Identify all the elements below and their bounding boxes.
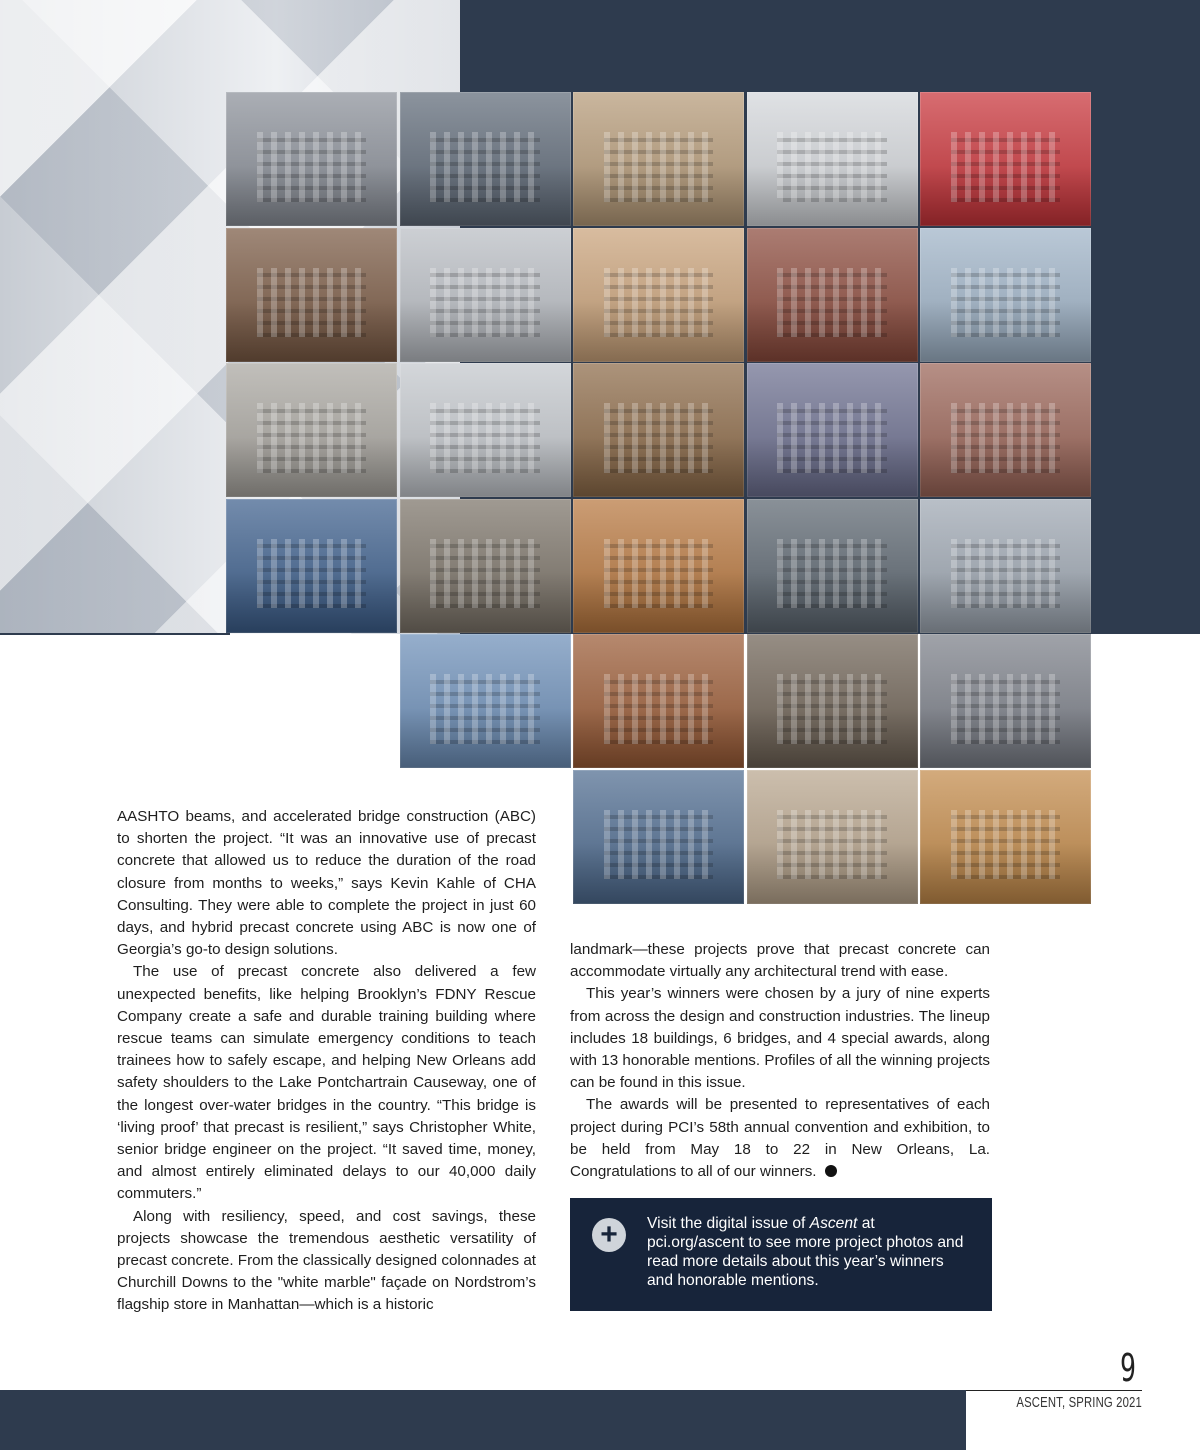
- project-photo: [573, 770, 744, 904]
- plus-circle-icon: +: [592, 1218, 626, 1252]
- article-paragraph-final: [570, 1094, 990, 1183]
- photo-facade-detail: [951, 539, 1060, 609]
- photo-facade-detail: [777, 132, 886, 202]
- issue-label: ASCENT, SPRING 2021: [1016, 1395, 1142, 1411]
- photo-facade-detail: [604, 132, 713, 202]
- article-paragraph: This year’s winners were chosen by a jury of nine experts from across the design and construction industries. The lineup includes 18 buildings, 6 bridges, and 4 special awards, along with 13 honorable mentions. Profiles of all the winning projects can be found in this issue.: [570, 985, 990, 1092]
- photo-facade-detail: [604, 674, 713, 744]
- project-photo: [226, 92, 397, 226]
- project-photo: [226, 228, 397, 362]
- project-photo: [400, 634, 571, 768]
- photo-facade-detail: [430, 268, 539, 338]
- photo-facade-detail: [430, 132, 539, 202]
- article-paragraph: The use of precast concrete also delivered a few unexpected benefits, like helping Brooklyn’s FDNY Rescue Company create a safe and durable training building where rescue teams can simulate emergency conditions to teach trainees how to safely escape, and helping New Orleans add safety shoulders to the Lake Pontchartrain Causeway, one of the longest over-water bridges in the country. “This bridge is ‘living proof’ that precast is resilient,” says Christopher White, senior bridge engineer on the project. “It saved time, money, and almost entirely eliminated delays to our 40,000 daily commuters.”: [117, 963, 536, 1203]
- photo-facade-detail: [951, 403, 1060, 473]
- project-photo: [920, 92, 1091, 226]
- article-final-text: The awards will be presented to representatives of each project during PCI’s 58th annual convention and exhibition, to be held from May 18 to 22 in New Orleans, La. Congratulations to all of our winners.: [570, 1096, 990, 1181]
- project-photo: [747, 499, 918, 633]
- hero-divider: [0, 633, 230, 635]
- photo-facade-detail: [604, 268, 713, 338]
- photo-facade-detail: [257, 403, 366, 473]
- project-photo: [920, 770, 1091, 904]
- photo-facade-detail: [257, 132, 366, 202]
- digital-issue-callout[interactable]: [570, 1198, 992, 1311]
- photo-facade-detail: [257, 539, 366, 609]
- project-photo: [920, 499, 1091, 633]
- project-photo: [920, 228, 1091, 362]
- article-paragraph: AASHTO beams, and accelerated bridge construction (ABC) to shorten the project. “It was an innovative use of precast concrete that allowed us to reduce the duration of the road closure from months to weeks,” says Kevin Kahle of CHA Consulting. They were able to complete the project in just 60 days, and hybrid precast concrete using ABC is now one of Georgia’s go-to design solutions.: [117, 808, 536, 959]
- photo-facade-detail: [951, 674, 1060, 744]
- project-photo: [920, 634, 1091, 768]
- photo-facade-detail: [777, 268, 886, 338]
- photo-facade-detail: [951, 132, 1060, 202]
- project-photo: [573, 92, 744, 226]
- project-photo: [747, 363, 918, 497]
- photo-facade-detail: [430, 674, 539, 744]
- photo-facade-detail: [951, 810, 1060, 880]
- project-photo: [573, 634, 744, 768]
- project-photo: [747, 634, 918, 768]
- footer-navy-bar: [0, 1390, 966, 1450]
- project-photo: [573, 228, 744, 362]
- project-photo: [226, 499, 397, 633]
- project-photo: [573, 363, 744, 497]
- project-photo: [573, 499, 744, 633]
- photo-facade-detail: [951, 268, 1060, 338]
- photo-facade-detail: [777, 674, 886, 744]
- project-photo: [747, 228, 918, 362]
- article-column-right: [570, 939, 990, 1183]
- photo-facade-detail: [430, 539, 539, 609]
- project-photo: [747, 92, 918, 226]
- photo-facade-detail: [430, 403, 539, 473]
- callout-text: Visit the digital issue of Ascent at pci.org/ascent to see more project photos and read more details about this year’s winners and honorable mentions.: [647, 1215, 964, 1289]
- magazine-name: Ascent: [809, 1215, 858, 1232]
- photo-facade-detail: [257, 268, 366, 338]
- photo-facade-detail: [604, 403, 713, 473]
- page-number: 9: [1120, 1346, 1137, 1390]
- photo-facade-detail: [777, 539, 886, 609]
- photo-facade-detail: [777, 403, 886, 473]
- end-of-article-bullet-icon: [825, 1165, 837, 1177]
- project-photo: [400, 92, 571, 226]
- photo-facade-detail: [604, 810, 713, 880]
- photo-facade-detail: [604, 539, 713, 609]
- article-paragraph: landmark—these projects prove that precast concrete can accommodate virtually any architectural trend with ease.: [570, 941, 990, 981]
- project-photo: [920, 363, 1091, 497]
- article-paragraph: Along with resiliency, speed, and cost savings, these projects showcase the tremendous aesthetic versatility of precast concrete. From the classically designed colonnades at Churchill Downs to the "white marble" façade on Nordstrom’s flagship store in Manhattan—which is a historic: [117, 1207, 536, 1314]
- photo-facade-detail: [777, 810, 886, 880]
- project-photo: [747, 770, 918, 904]
- article-column-left: [117, 806, 536, 1317]
- footer-rule: [966, 1390, 1142, 1391]
- project-photo: [400, 499, 571, 633]
- project-photo: [400, 363, 571, 497]
- project-photo: [226, 363, 397, 497]
- project-photo: [400, 228, 571, 362]
